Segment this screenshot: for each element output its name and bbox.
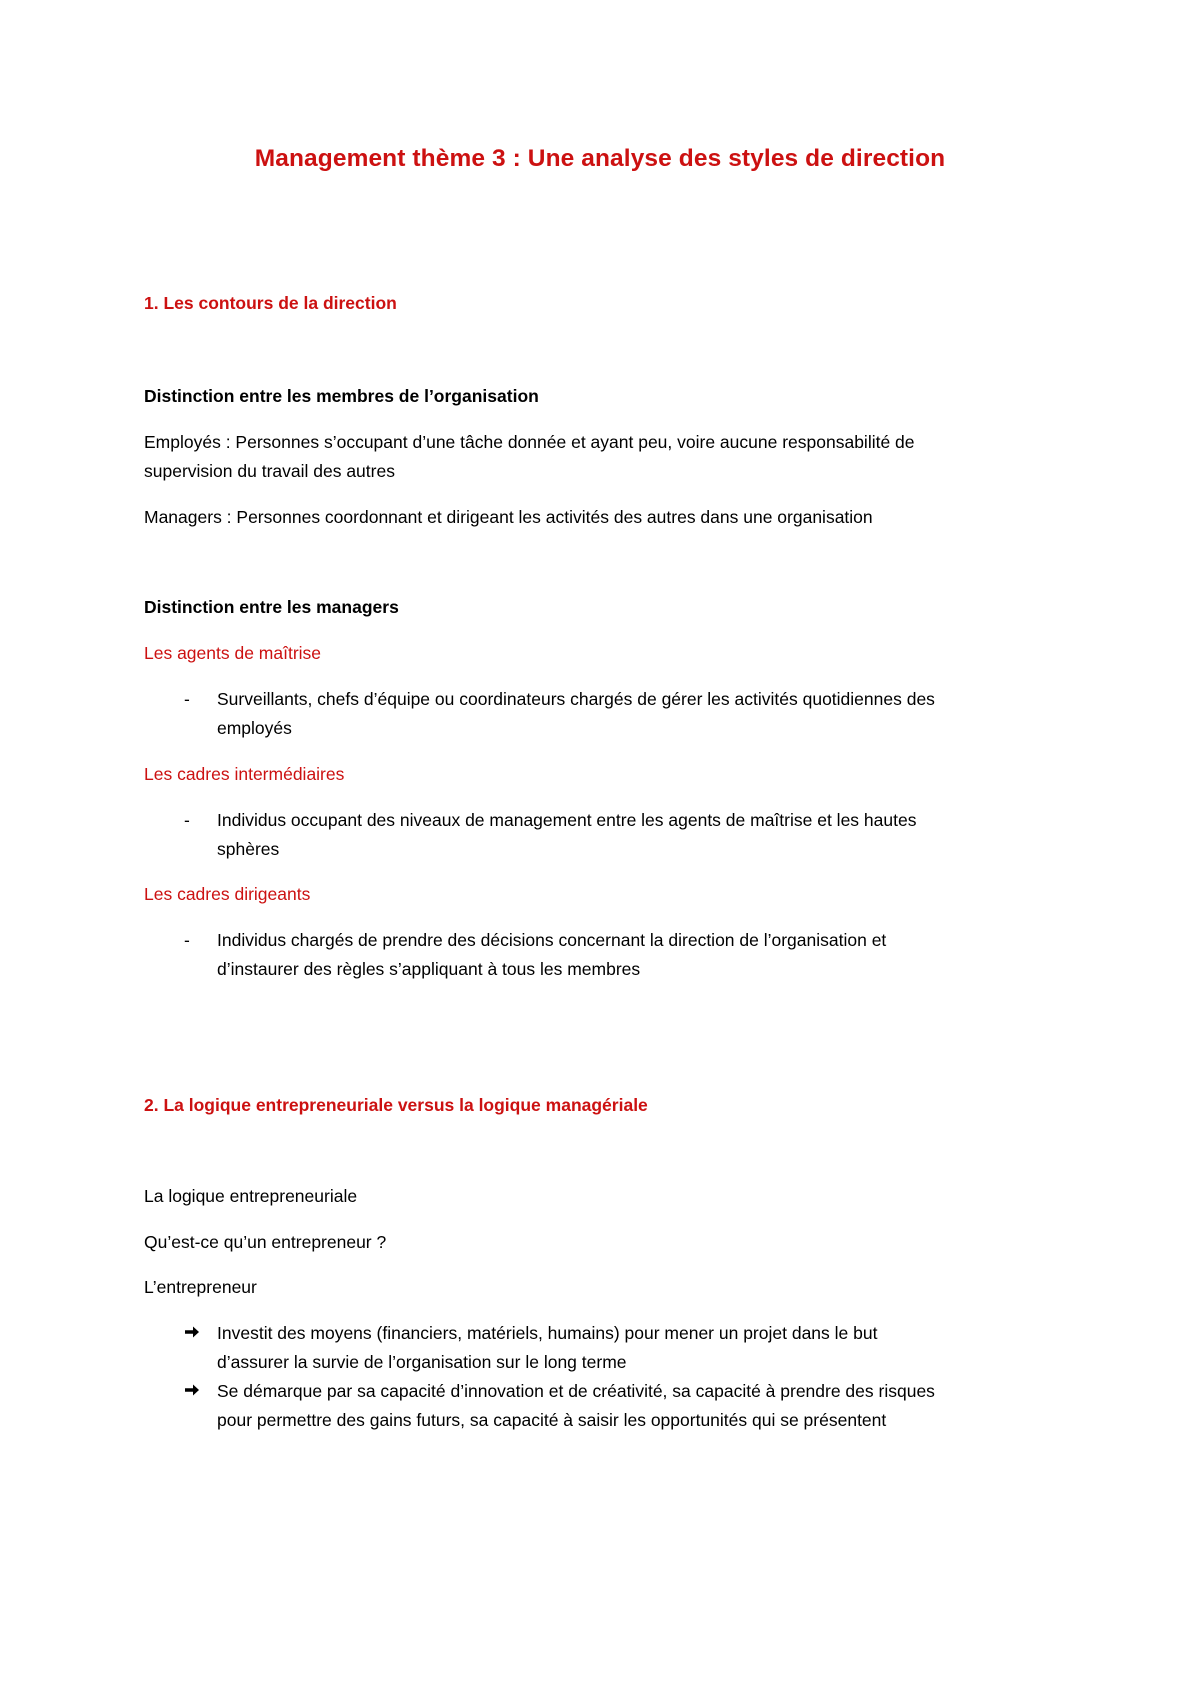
list-item-line-1: Investit des moyens (financiers, matériels, humains) pour mener un projet dans le but	[217, 1323, 878, 1343]
paragraph-entrepreneur-label: L’entrepreneur	[144, 1277, 257, 1297]
list-item-line-1: Individus occupant des niveaux de management entre les agents de maîtrise et les hautes	[217, 810, 917, 830]
employes-definition-line-2: supervision du travail des autres	[144, 461, 395, 481]
subsection-managers-heading: Distinction entre les managers	[144, 597, 399, 617]
dash-bullet: -	[184, 810, 190, 830]
managers-definition: Managers : Personnes coordonnant et dirigeant les activités des autres dans une organisation	[144, 507, 873, 527]
list-item-line-1: Se démarque par sa capacité d’innovation et de créativité, sa capacité à prendre des risques	[217, 1381, 935, 1401]
page-title: Management thème 3 : Une analyse des styles de direction	[254, 145, 946, 172]
list-item-line-2: employés	[217, 718, 292, 738]
dash-bullet: -	[184, 689, 190, 709]
group-label-cadres-intermediaires: Les cadres intermédiaires	[144, 764, 345, 784]
section-2-heading: 2. La logique entrepreneuriale versus la logique managériale	[144, 1095, 648, 1115]
group-label-cadres-dirigeants: Les cadres dirigeants	[144, 884, 311, 904]
subsection-members-heading: Distinction entre les membres de l’organisation	[144, 386, 539, 406]
list-item-line-2: d’assurer la survie de l’organisation sur le long terme	[217, 1352, 627, 1372]
employes-definition-line-1: Employés : Personnes s’occupant d’une tâche donnée et ayant peu, voire aucune responsabilité de	[144, 432, 915, 452]
group-label-agents-maitrise: Les agents de maîtrise	[144, 643, 322, 663]
paragraph-question-entrepreneur: Qu’est-ce qu’un entrepreneur ?	[144, 1232, 387, 1252]
list-item-line-2: pour permettre des gains futurs, sa capacité à saisir les opportunités qui se présentent	[217, 1410, 887, 1430]
section-1-heading: 1. Les contours de la direction	[144, 293, 397, 313]
list-item-line-2: sphères	[217, 839, 280, 859]
list-item-line-1: Surveillants, chefs d’équipe ou coordinateurs chargés de gérer les activités quotidiennes des	[217, 689, 935, 709]
arrow-right-icon	[184, 1377, 204, 1406]
arrow-right-icon	[184, 1319, 204, 1348]
paragraph-logique-entrepreneuriale: La logique entrepreneuriale	[144, 1186, 358, 1206]
dash-bullet: -	[184, 930, 190, 950]
list-item-line-2: d’instaurer des règles s’appliquant à tous les membres	[217, 959, 641, 979]
list-item-line-1: Individus chargés de prendre des décisions concernant la direction de l’organisation et	[217, 930, 887, 950]
